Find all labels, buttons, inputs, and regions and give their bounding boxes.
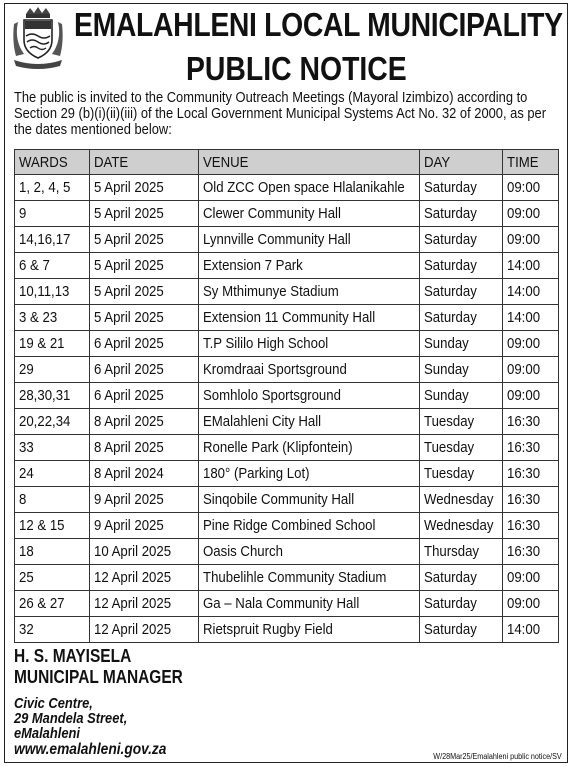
cell-date: 8 April 2024 xyxy=(90,461,199,487)
cell-wards: 8 xyxy=(15,487,90,513)
notice-title: PUBLIC NOTICE xyxy=(186,50,407,87)
cell-day: Wednesday xyxy=(420,487,503,513)
cell-wards: 19 & 21 xyxy=(15,331,90,357)
table-row xyxy=(15,591,559,617)
cell-date: 5 April 2025 xyxy=(90,175,199,201)
address-line: Civic Centre, xyxy=(14,695,93,712)
cell-venue: Old ZCC Open space Hlalanikahle xyxy=(199,175,420,201)
cell-date: 5 April 2025 xyxy=(90,201,199,227)
cell-venue: T.P Sililo High School xyxy=(199,331,420,357)
cell-date: 6 April 2025 xyxy=(90,331,199,357)
cell-date: 5 April 2025 xyxy=(90,253,199,279)
cell-day: Saturday xyxy=(420,591,503,617)
signatory-block xyxy=(14,646,183,688)
intro-paragraph xyxy=(14,90,547,138)
cell-wards: 18 xyxy=(15,539,90,565)
cell-day: Wednesday xyxy=(420,513,503,539)
cell-venue: Extension 11 Community Hall xyxy=(199,305,420,331)
cell-date: 12 April 2025 xyxy=(90,591,199,617)
cell-time: 09:00 xyxy=(503,383,559,409)
table-row xyxy=(15,357,559,383)
table-row xyxy=(15,201,559,227)
table-row xyxy=(15,487,559,513)
cell-date: 5 April 2025 xyxy=(90,227,199,253)
cell-day: Tuesday xyxy=(420,461,503,487)
cell-wards: 3 & 23 xyxy=(15,305,90,331)
cell-date: 5 April 2025 xyxy=(90,305,199,331)
cell-day: Saturday xyxy=(420,617,503,643)
header-wards: WARDS xyxy=(15,150,90,175)
intro-line: the dates mentioned below: xyxy=(14,121,172,138)
cell-time: 14:00 xyxy=(503,279,559,305)
cell-venue: Clewer Community Hall xyxy=(199,201,420,227)
cell-venue: Ga – Nala Community Hall xyxy=(199,591,420,617)
address-line: 29 Mandela Street, xyxy=(14,710,128,727)
cell-time: 16:30 xyxy=(503,409,559,435)
table-row xyxy=(15,227,559,253)
intro-line: The public is invited to the Community Outreach Meetings (Mayoral Izimbizo) according to xyxy=(14,89,528,106)
cell-date: 5 April 2025 xyxy=(90,279,199,305)
cell-time: 09:00 xyxy=(503,201,559,227)
municipal-crest-icon xyxy=(10,6,66,70)
cell-date: 12 April 2025 xyxy=(90,565,199,591)
header-day: DAY xyxy=(420,150,503,175)
cell-wards: 29 xyxy=(15,357,90,383)
cell-time: 14:00 xyxy=(503,617,559,643)
cell-date: 8 April 2025 xyxy=(90,435,199,461)
meeting-schedule-table xyxy=(14,149,559,643)
cell-day: Saturday xyxy=(420,279,503,305)
cell-venue: Oasis Church xyxy=(199,539,420,565)
cell-wards: 24 xyxy=(15,461,90,487)
cell-wards: 28,30,31 xyxy=(15,383,90,409)
cell-venue: 180° (Parking Lot) xyxy=(199,461,420,487)
table-row xyxy=(15,175,559,201)
cell-time: 14:00 xyxy=(503,305,559,331)
cell-wards: 10,11,13 xyxy=(15,279,90,305)
table-row xyxy=(15,461,559,487)
cell-time: 09:00 xyxy=(503,565,559,591)
header-date: DATE xyxy=(90,150,199,175)
cell-wards: 14,16,17 xyxy=(15,227,90,253)
cell-time: 16:30 xyxy=(503,513,559,539)
cell-time: 09:00 xyxy=(503,591,559,617)
address-block xyxy=(14,696,166,758)
cell-wards: 12 & 15 xyxy=(15,513,90,539)
table-header-row xyxy=(15,150,559,175)
cell-time: 09:00 xyxy=(503,357,559,383)
cell-venue: Sinqobile Community Hall xyxy=(199,487,420,513)
cell-day: Thursday xyxy=(420,539,503,565)
cell-venue: Pine Ridge Combined School xyxy=(199,513,420,539)
signatory-name: H. S. MAYISELA xyxy=(14,646,132,666)
cell-date: 10 April 2025 xyxy=(90,539,199,565)
cell-venue: Kromdraai Sportsground xyxy=(199,357,420,383)
cell-venue: Thubelihle Community Stadium xyxy=(199,565,420,591)
table-row xyxy=(15,279,559,305)
cell-wards: 9 xyxy=(15,201,90,227)
cell-time: 16:30 xyxy=(503,487,559,513)
cell-wards: 33 xyxy=(15,435,90,461)
cell-day: Sunday xyxy=(420,383,503,409)
cell-day: Sunday xyxy=(420,357,503,383)
cell-time: 16:30 xyxy=(503,539,559,565)
table-row xyxy=(15,331,559,357)
cell-wards: 25 xyxy=(15,565,90,591)
cell-wards: 32 xyxy=(15,617,90,643)
cell-day: Sunday xyxy=(420,331,503,357)
cell-day: Saturday xyxy=(420,227,503,253)
cell-date: 12 April 2025 xyxy=(90,617,199,643)
cell-wards: 1, 2, 4, 5 xyxy=(15,175,90,201)
cell-time: 09:00 xyxy=(503,175,559,201)
cell-day: Saturday xyxy=(420,201,503,227)
cell-date: 6 April 2025 xyxy=(90,383,199,409)
website-link[interactable]: www.emalahleni.gov.za xyxy=(14,741,167,758)
cell-wards: 20,22,34 xyxy=(15,409,90,435)
address-line: eMalahleni xyxy=(14,725,80,742)
cell-venue: EMalahleni City Hall xyxy=(199,409,420,435)
cell-time: 14:00 xyxy=(503,253,559,279)
cell-venue: Rietspruit Rugby Field xyxy=(199,617,420,643)
table-row xyxy=(15,253,559,279)
cell-venue: Sy Mthimunye Stadium xyxy=(199,279,420,305)
cell-time: 09:00 xyxy=(503,227,559,253)
header-venue: VENUE xyxy=(199,150,420,175)
table-row xyxy=(15,435,559,461)
table-row xyxy=(15,409,559,435)
cell-date: 9 April 2025 xyxy=(90,513,199,539)
cell-venue: Ronelle Park (Klipfontein) xyxy=(199,435,420,461)
header-time: TIME xyxy=(503,150,559,175)
table-row xyxy=(15,383,559,409)
cell-time: 09:00 xyxy=(503,331,559,357)
table-row xyxy=(15,565,559,591)
cell-day: Saturday xyxy=(420,565,503,591)
signatory-role: MUNICIPAL MANAGER xyxy=(14,667,183,687)
table-row xyxy=(15,305,559,331)
cell-day: Saturday xyxy=(420,175,503,201)
intro-line: Section 29 (b)(i)(ii)(iii) of the Local Government Municipal Systems Act No. 32 of 2000, as per xyxy=(14,105,547,122)
cell-venue: Lynnville Community Hall xyxy=(199,227,420,253)
cell-time: 16:30 xyxy=(503,435,559,461)
reference-code: W/28Mar25/Emalahleni public notice/SV xyxy=(433,752,562,761)
cell-date: 9 April 2025 xyxy=(90,487,199,513)
cell-date: 6 April 2025 xyxy=(90,357,199,383)
cell-day: Saturday xyxy=(420,253,503,279)
cell-wards: 26 & 27 xyxy=(15,591,90,617)
table-row xyxy=(15,617,559,643)
cell-venue: Somhlolo Sportsground xyxy=(199,383,420,409)
cell-day: Tuesday xyxy=(420,435,503,461)
cell-wards: 6 & 7 xyxy=(15,253,90,279)
cell-day: Tuesday xyxy=(420,409,503,435)
cell-time: 16:30 xyxy=(503,461,559,487)
cell-venue: Extension 7 Park xyxy=(199,253,420,279)
table-row xyxy=(15,513,559,539)
cell-date: 8 April 2025 xyxy=(90,409,199,435)
municipality-title: EMALAHLENI LOCAL MUNICIPALITY xyxy=(74,6,563,43)
table-row xyxy=(15,539,559,565)
cell-day: Saturday xyxy=(420,305,503,331)
